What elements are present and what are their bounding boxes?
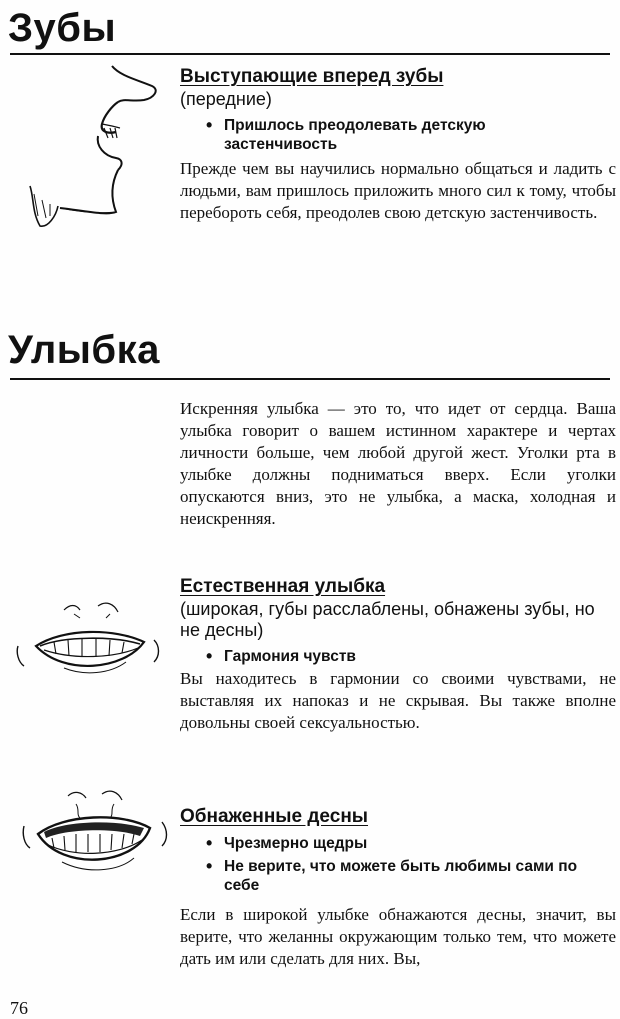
heading-natural-smile: Естественная улыбка xyxy=(180,576,386,597)
bullet-list-exposed-gums xyxy=(200,834,610,899)
bullet-list-natural-smile xyxy=(200,647,560,670)
paragraph-exposed-gums: Если в широкой улыбке обнажаются десны, значит, вы верите, что желанны окружающим только тем, что можете дать им или сделать для них. Вы, xyxy=(180,905,616,968)
section-title-smile: Улыбка xyxy=(8,328,160,372)
section-divider xyxy=(10,53,610,55)
profile-teeth-illustration xyxy=(20,66,170,236)
bullet-list-protruding-teeth xyxy=(200,116,560,158)
heading-protruding-teeth: Выступающие вперед зубы xyxy=(180,66,444,87)
paragraph-protruding-teeth: Прежде чем вы научились нормально общаться и ладить с людьми, вам пришлось приложить много сил к тому, чтобы перебороть себя, преодолев свою детскую застенчивость. xyxy=(180,159,616,222)
paragraph-natural-smile: Вы находитесь в гармонии со своими чувствами, не выставляя их напоказ и не скрывая. Вы также вполне довольны своей сексуальностью. xyxy=(180,669,616,732)
section-title-teeth: Зубы xyxy=(8,6,117,50)
subtitle-natural-smile: (широкая, губы расслаблены, обнажены зубы, но не десны) xyxy=(180,599,595,640)
section-divider xyxy=(10,378,610,380)
gums-smile-illustration xyxy=(18,786,168,896)
natural-smile-illustration xyxy=(14,596,164,696)
heading-exposed-gums: Обнаженные десны xyxy=(180,806,369,827)
bullet-item: • Гармония чувств xyxy=(200,647,560,666)
bullet-item: • Пришлось преодолевать детскую застенчивость xyxy=(200,116,560,154)
page-number: 76 xyxy=(10,998,28,1018)
bullet-item: • Не верите, что можете быть любимы сами по себе xyxy=(200,857,610,895)
paragraph-smile-intro: Искренняя улыбка — это то, что идет от сердца. Ваша улыбка говорит о вашем истинном характере и чертах личности больше, чем любой другой жест. Уголки рта в улыбке должны подниматься вверх. Если уголки опускаются вниз, это не улыбка, а маска, холодная и неискренняя. xyxy=(180,399,616,528)
bullet-item: • Чрезмерно щедры xyxy=(200,834,610,853)
subtitle-protruding-teeth: (передние) xyxy=(180,89,272,109)
